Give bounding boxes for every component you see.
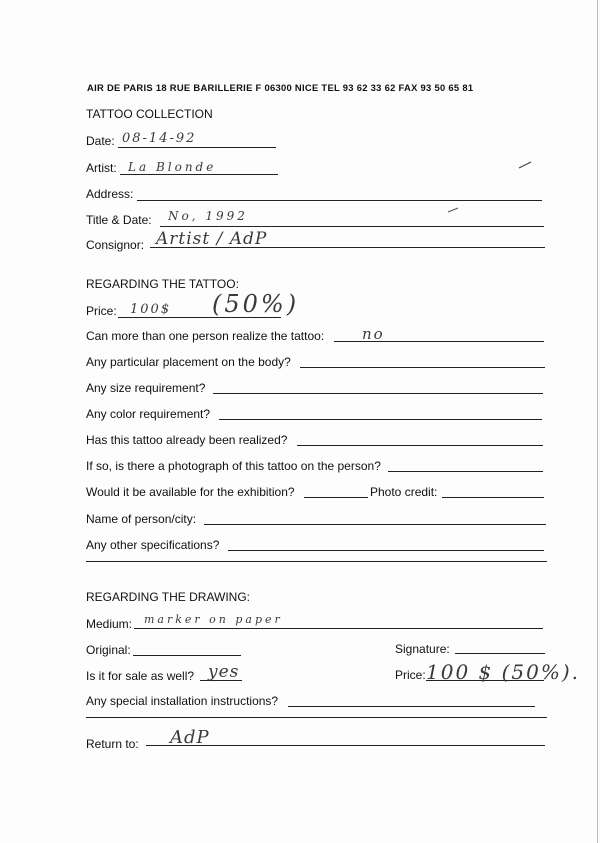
tattoo-price-label: Price: [86,304,117,318]
q-color: Any color requirement? [86,407,211,421]
artist-label: Artist: [86,161,117,175]
title-date-value: No, 1992 [168,209,248,223]
placement-line[interactable] [300,367,545,368]
artist-value: La Blonde [128,160,217,174]
size-line[interactable] [213,393,543,394]
medium-label: Medium: [86,617,133,631]
color-line[interactable] [219,419,542,420]
tattoo-section-heading: REGARDING THE TATTOO: [86,277,239,291]
sale-label: Is it for sale as well? [86,669,195,683]
return-label: Return to: [86,737,139,751]
return-value: AdP [170,727,210,748]
realized-line[interactable] [297,445,543,446]
other-line-continuation[interactable] [86,561,547,562]
medium-line[interactable] [134,628,543,629]
installation-label: Any special installation instructions? [86,694,279,708]
installation-line[interactable] [288,706,535,707]
address-field-line[interactable] [137,200,542,201]
q-more-person: Can more than one person realize the tattoo: [86,329,325,343]
consignor-label: Consignor: [86,238,145,252]
photo-credit-line[interactable] [442,497,544,498]
a-more-person: no [362,325,385,343]
q-placement: Any particular placement on the body? [86,355,291,369]
title-date-field-line[interactable] [160,226,544,227]
exhibition-line[interactable] [304,497,368,498]
sale-value: yes [208,662,240,682]
q-exhibition: Would it be available for the exhibition? [86,485,295,499]
signature-label: Signature: [395,642,450,656]
consignor-value: Artist / AdP [156,229,268,249]
page-edge [597,0,598,843]
drawing-price-label: Price: [395,668,426,682]
q-other: Any other specifications? [86,538,220,552]
address-label: Address: [86,187,134,201]
other-line[interactable] [228,550,544,551]
form-title: TATTOO COLLECTION [86,107,213,121]
tattoo-price-value: 100$ [130,302,172,317]
date-field-line[interactable] [118,147,276,148]
name-city-line[interactable] [204,524,546,525]
gallery-header: AIR DE PARIS 18 RUE BARILLERIE F 06300 NICE TEL 93 62 33 62 FAX 93 50 65 81 [87,82,474,93]
original-line[interactable] [133,655,241,656]
tick-mark-icon [518,160,532,170]
tattoo-price-share: (50%) [212,290,300,318]
q-size: Any size requirement? [86,381,206,395]
date-label: Date: [86,134,115,148]
signature-line[interactable] [455,653,545,654]
medium-value: marker on paper [144,613,283,626]
q-photo: If so, is there a photograph of this tattoo on the person? [86,459,381,473]
original-label: Original: [86,643,131,657]
artist-field-line[interactable] [120,174,278,175]
drawing-section-heading: REGARDING THE DRAWING: [86,590,251,604]
drawing-price-value: 100 $ (50%). [426,660,581,684]
installation-line-continuation[interactable] [86,717,547,718]
q-realized: Has this tattoo already been realized? [86,433,288,447]
date-value: 08-14-92 [122,131,197,146]
photo-line[interactable] [388,471,543,472]
tick-mark-icon [447,207,459,213]
q-name-city: Name of person/city: [86,512,197,526]
q-photo-credit: Photo credit: [370,485,438,499]
title-date-label: Title & Date: [86,213,152,227]
